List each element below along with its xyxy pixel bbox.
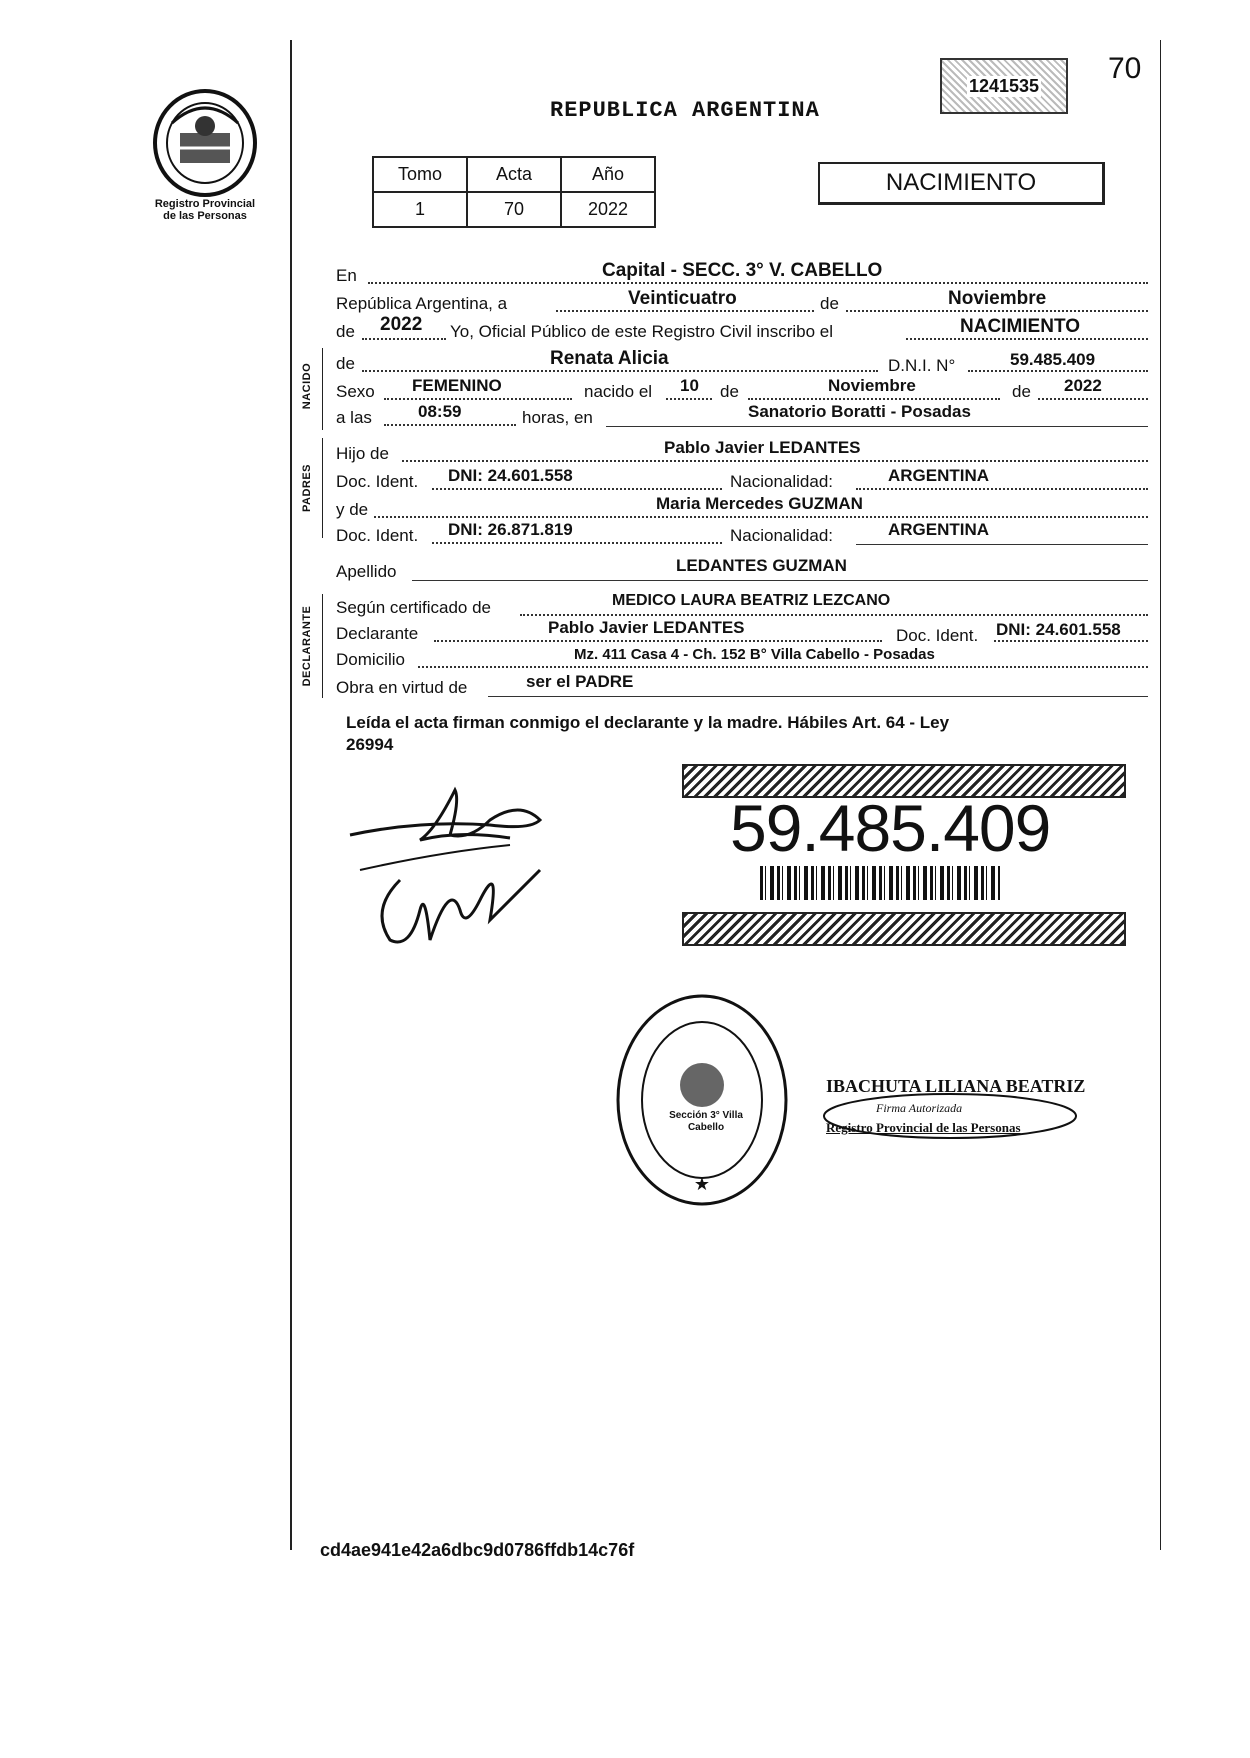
bmonth-dotline <box>748 398 1000 400</box>
legal-text-line2: 26994 <box>346 735 394 754</box>
svg-text:★: ★ <box>693 1174 711 1194</box>
sexo-label: Sexo <box>336 382 375 401</box>
official-org: Registro Provincial de las Personas <box>826 1120 1021 1135</box>
dni-label: D.N.I. N° <box>888 356 956 375</box>
name-dotline <box>362 370 878 372</box>
seal-outer-text: DELEGACIÓN DEL REGISTRO PROVINCIAL DE LAS PERSONAS <box>622 1216 788 1234</box>
mother-doc-label: Doc. Ident. <box>336 526 419 545</box>
day-words: Veinticuatro <box>628 288 737 309</box>
registry-seal-icon <box>612 990 792 1210</box>
act-dotline <box>906 338 1148 340</box>
acta-value: 70 <box>467 192 561 227</box>
year-dotline <box>362 338 446 340</box>
seal-inner-text: Sección 3° Villa Cabello <box>669 1110 743 1133</box>
birth-month: Noviembre <box>828 376 916 395</box>
declarante-bracket <box>322 594 323 698</box>
de-label: de <box>820 294 839 313</box>
year-value: 2022 <box>380 314 423 335</box>
province-shield-icon <box>150 88 260 198</box>
mother-nat-label: Nacionalidad: <box>730 526 834 545</box>
tomo-acta-table <box>372 156 656 228</box>
father-name: Pablo Javier LEDANTES <box>664 438 861 457</box>
byear-dotline <box>1038 398 1148 400</box>
month-dotline <box>846 310 1148 312</box>
birth-year: 2022 <box>1064 376 1102 395</box>
month-value: Noviembre <box>948 288 1047 309</box>
act-type-label: NACIMIENTO <box>885 169 1037 196</box>
de2-label: de <box>336 322 355 341</box>
cert-label: Según certificado de <box>336 598 491 617</box>
birth-hour: 08:59 <box>418 402 462 421</box>
province-logo <box>150 88 260 198</box>
father-doc-label: Doc. Ident. <box>336 472 419 491</box>
padres-side-label: PADRES <box>301 463 313 513</box>
decl-doc: DNI: 24.601.558 <box>996 620 1121 639</box>
father-doc-dotline <box>432 488 722 490</box>
officer-text: Yo, Oficial Público de este Registro Civil inscribo el <box>450 322 833 341</box>
mother-nat: ARGENTINA <box>888 520 990 539</box>
sexo-value: FEMENINO <box>412 376 502 395</box>
page-number: 70 <box>1108 52 1142 85</box>
mother-dotline <box>374 516 1148 518</box>
hijo-label: Hijo de <box>336 444 389 463</box>
en-dotline <box>368 282 1148 284</box>
decl-label: Declarante <box>336 624 419 643</box>
anio-value: 2022 <box>561 192 655 227</box>
decl-doc-dotline <box>994 640 1148 642</box>
anio-header: Año <box>561 157 655 192</box>
yde-label: y de <box>336 500 369 519</box>
nacido-bracket <box>322 348 323 430</box>
dni-large: 59.485.409 <box>730 791 1051 865</box>
declarante-side-label: DECLARANTE <box>301 605 313 687</box>
tomo-value: 1 <box>373 192 467 227</box>
birth-place: Sanatorio Boratti - Posadas <box>748 402 971 421</box>
acta-header: Acta <box>467 157 561 192</box>
mother-doc-dotline <box>432 542 722 544</box>
barcode <box>760 866 1000 900</box>
legal-text <box>346 712 949 756</box>
father-doc: DNI: 24.601.558 <box>448 466 573 485</box>
child-dni: 59.485.409 <box>1010 350 1096 369</box>
dom-dotline <box>418 666 1148 668</box>
mother-name: Maria Mercedes GUZMAN <box>656 494 863 513</box>
decl-dotline <box>434 640 882 642</box>
tomo-header: Tomo <box>373 157 467 192</box>
declarant-signature-icon <box>340 780 580 980</box>
dni-dotline <box>968 370 1148 372</box>
en-value: Capital - SECC. 3° V. CABELLO <box>602 260 883 281</box>
stamp-number: 1241535 <box>968 75 1040 96</box>
child-name: Renata Alicia <box>550 348 669 369</box>
act-value: NACIMIENTO <box>960 316 1080 337</box>
logo-caption-line1: Registro Provincial <box>154 198 256 210</box>
father-nat-dotline <box>856 488 1148 490</box>
nacido-de-label: de <box>336 354 355 373</box>
nacido-de2-label: de <box>720 382 739 401</box>
decl-doc-label: Doc. Ident. <box>896 626 979 645</box>
dom-label: Domicilio <box>336 650 405 669</box>
sexo-dotline <box>384 398 572 400</box>
nacido-el-label: nacido el <box>584 382 653 401</box>
obra-dotline <box>488 696 1148 697</box>
official-signature-icon <box>820 1088 1080 1148</box>
obra-value: ser el PADRE <box>526 672 634 691</box>
act-type-box <box>818 162 1105 205</box>
right-margin-line <box>1160 40 1161 1550</box>
official-name: IBACHUTA LILIANA BEATRIZ <box>826 1076 1086 1096</box>
apellido-value: LEDANTES GUZMAN <box>676 556 847 575</box>
place-dotline <box>606 426 1148 427</box>
cert-value: MEDICO LAURA BEATRIZ LEZCANO <box>612 592 891 609</box>
cert-dotline <box>520 614 1148 616</box>
hour-dotline <box>384 424 516 426</box>
father-nat-label: Nacionalidad: <box>730 472 834 491</box>
mother-doc: DNI: 26.871.819 <box>448 520 573 539</box>
father-nat: ARGENTINA <box>888 466 990 485</box>
padres-bracket <box>322 438 323 538</box>
legal-text-line1: Leída el acta firman conmigo el declarante y la madre. Hábiles Art. 64 - Ley <box>346 713 950 732</box>
left-margin-line <box>290 40 292 1550</box>
security-band-bottom <box>682 912 1126 946</box>
official-title: Firma Autorizada <box>876 1101 963 1115</box>
decl-value: Pablo Javier LEDANTES <box>548 618 745 637</box>
country-title: REPUBLICA ARGENTINA <box>550 98 820 123</box>
nacido-side-label: NACIDO <box>301 362 313 410</box>
rep-label: República Argentina, a <box>336 294 508 313</box>
horas-label: horas, en <box>522 408 593 427</box>
father-dotline <box>402 460 1148 462</box>
bday-dotline <box>666 398 712 400</box>
obra-label: Obra en virtud de <box>336 678 468 697</box>
day-dotline <box>556 310 814 312</box>
dom-value: Mz. 411 Casa 4 - Ch. 152 B° Villa Cabello - Posadas <box>574 646 935 663</box>
logo-caption-line2: de las Personas <box>163 210 247 222</box>
apellido-dotline <box>412 580 1148 581</box>
document-hash: cd4ae941e42a6dbc9d0786ffdb14c76f <box>320 1540 635 1560</box>
logo-caption <box>130 198 280 222</box>
birth-day: 10 <box>680 376 699 395</box>
mother-nat-dotline <box>856 544 1148 545</box>
security-stamp <box>940 58 1068 114</box>
en-label: En <box>336 266 357 285</box>
apellido-label: Apellido <box>336 562 397 581</box>
nacido-de3-label: de <box>1012 382 1031 401</box>
alas-label: a las <box>336 408 372 427</box>
